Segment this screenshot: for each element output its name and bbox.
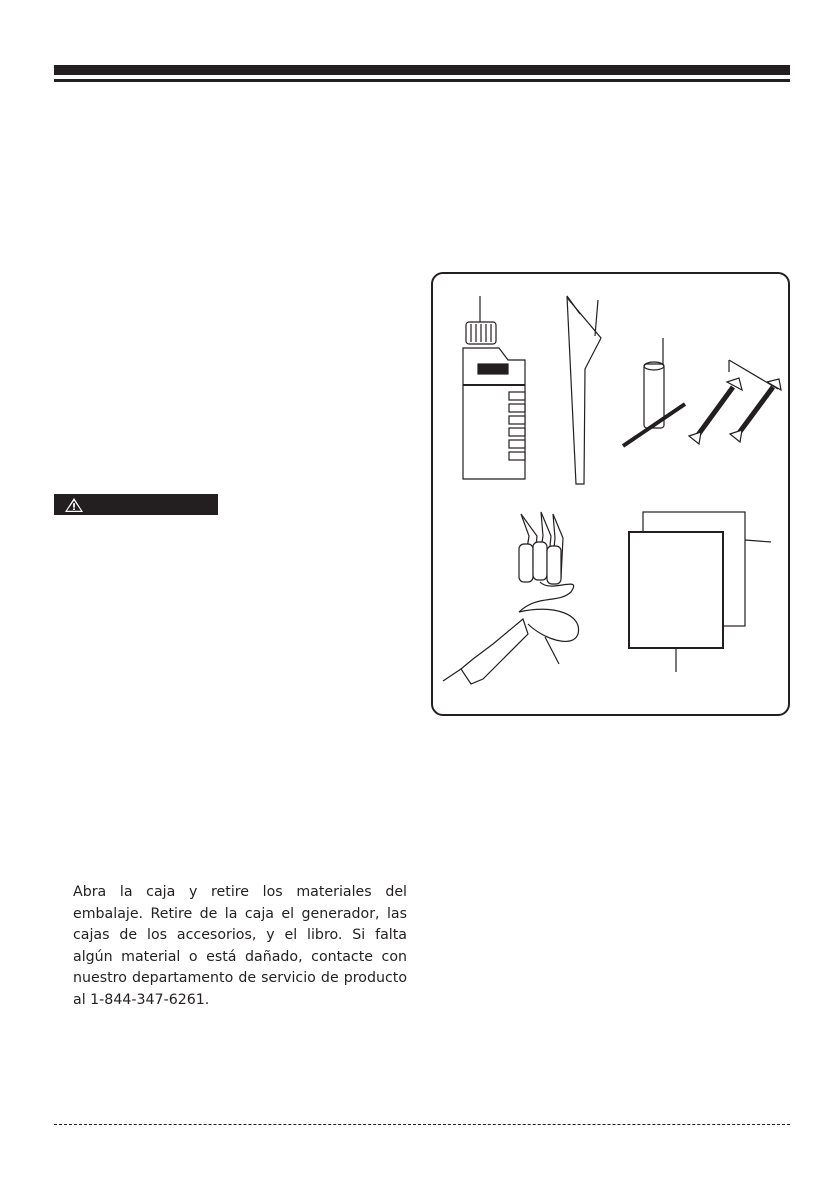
warning-label — [54, 494, 218, 515]
manual-booklets-icon — [629, 512, 771, 672]
header-rule-thin — [54, 79, 790, 82]
funnel-icon — [567, 296, 601, 484]
footer-dashed-rule — [54, 1124, 790, 1125]
unpacking-instructions: Abra la caja y retire los materiales del embalaje. Retire de la caja el generador, las cajas de los accesorios, y el libro. Si falta algún material o está dañado, contacte con nuestro departamento de servicio de producto al 1-844-347-6261. — [73, 884, 407, 1008]
oil-bottle-icon — [463, 296, 525, 479]
header-rule-thick — [54, 65, 790, 75]
included-parts-illustration — [431, 272, 790, 716]
wrench-set-icon — [689, 360, 781, 444]
warning-triangle-icon — [64, 497, 84, 513]
spark-plug-wrench-icon — [623, 338, 685, 446]
battery-charging-cable-icon — [443, 512, 579, 684]
